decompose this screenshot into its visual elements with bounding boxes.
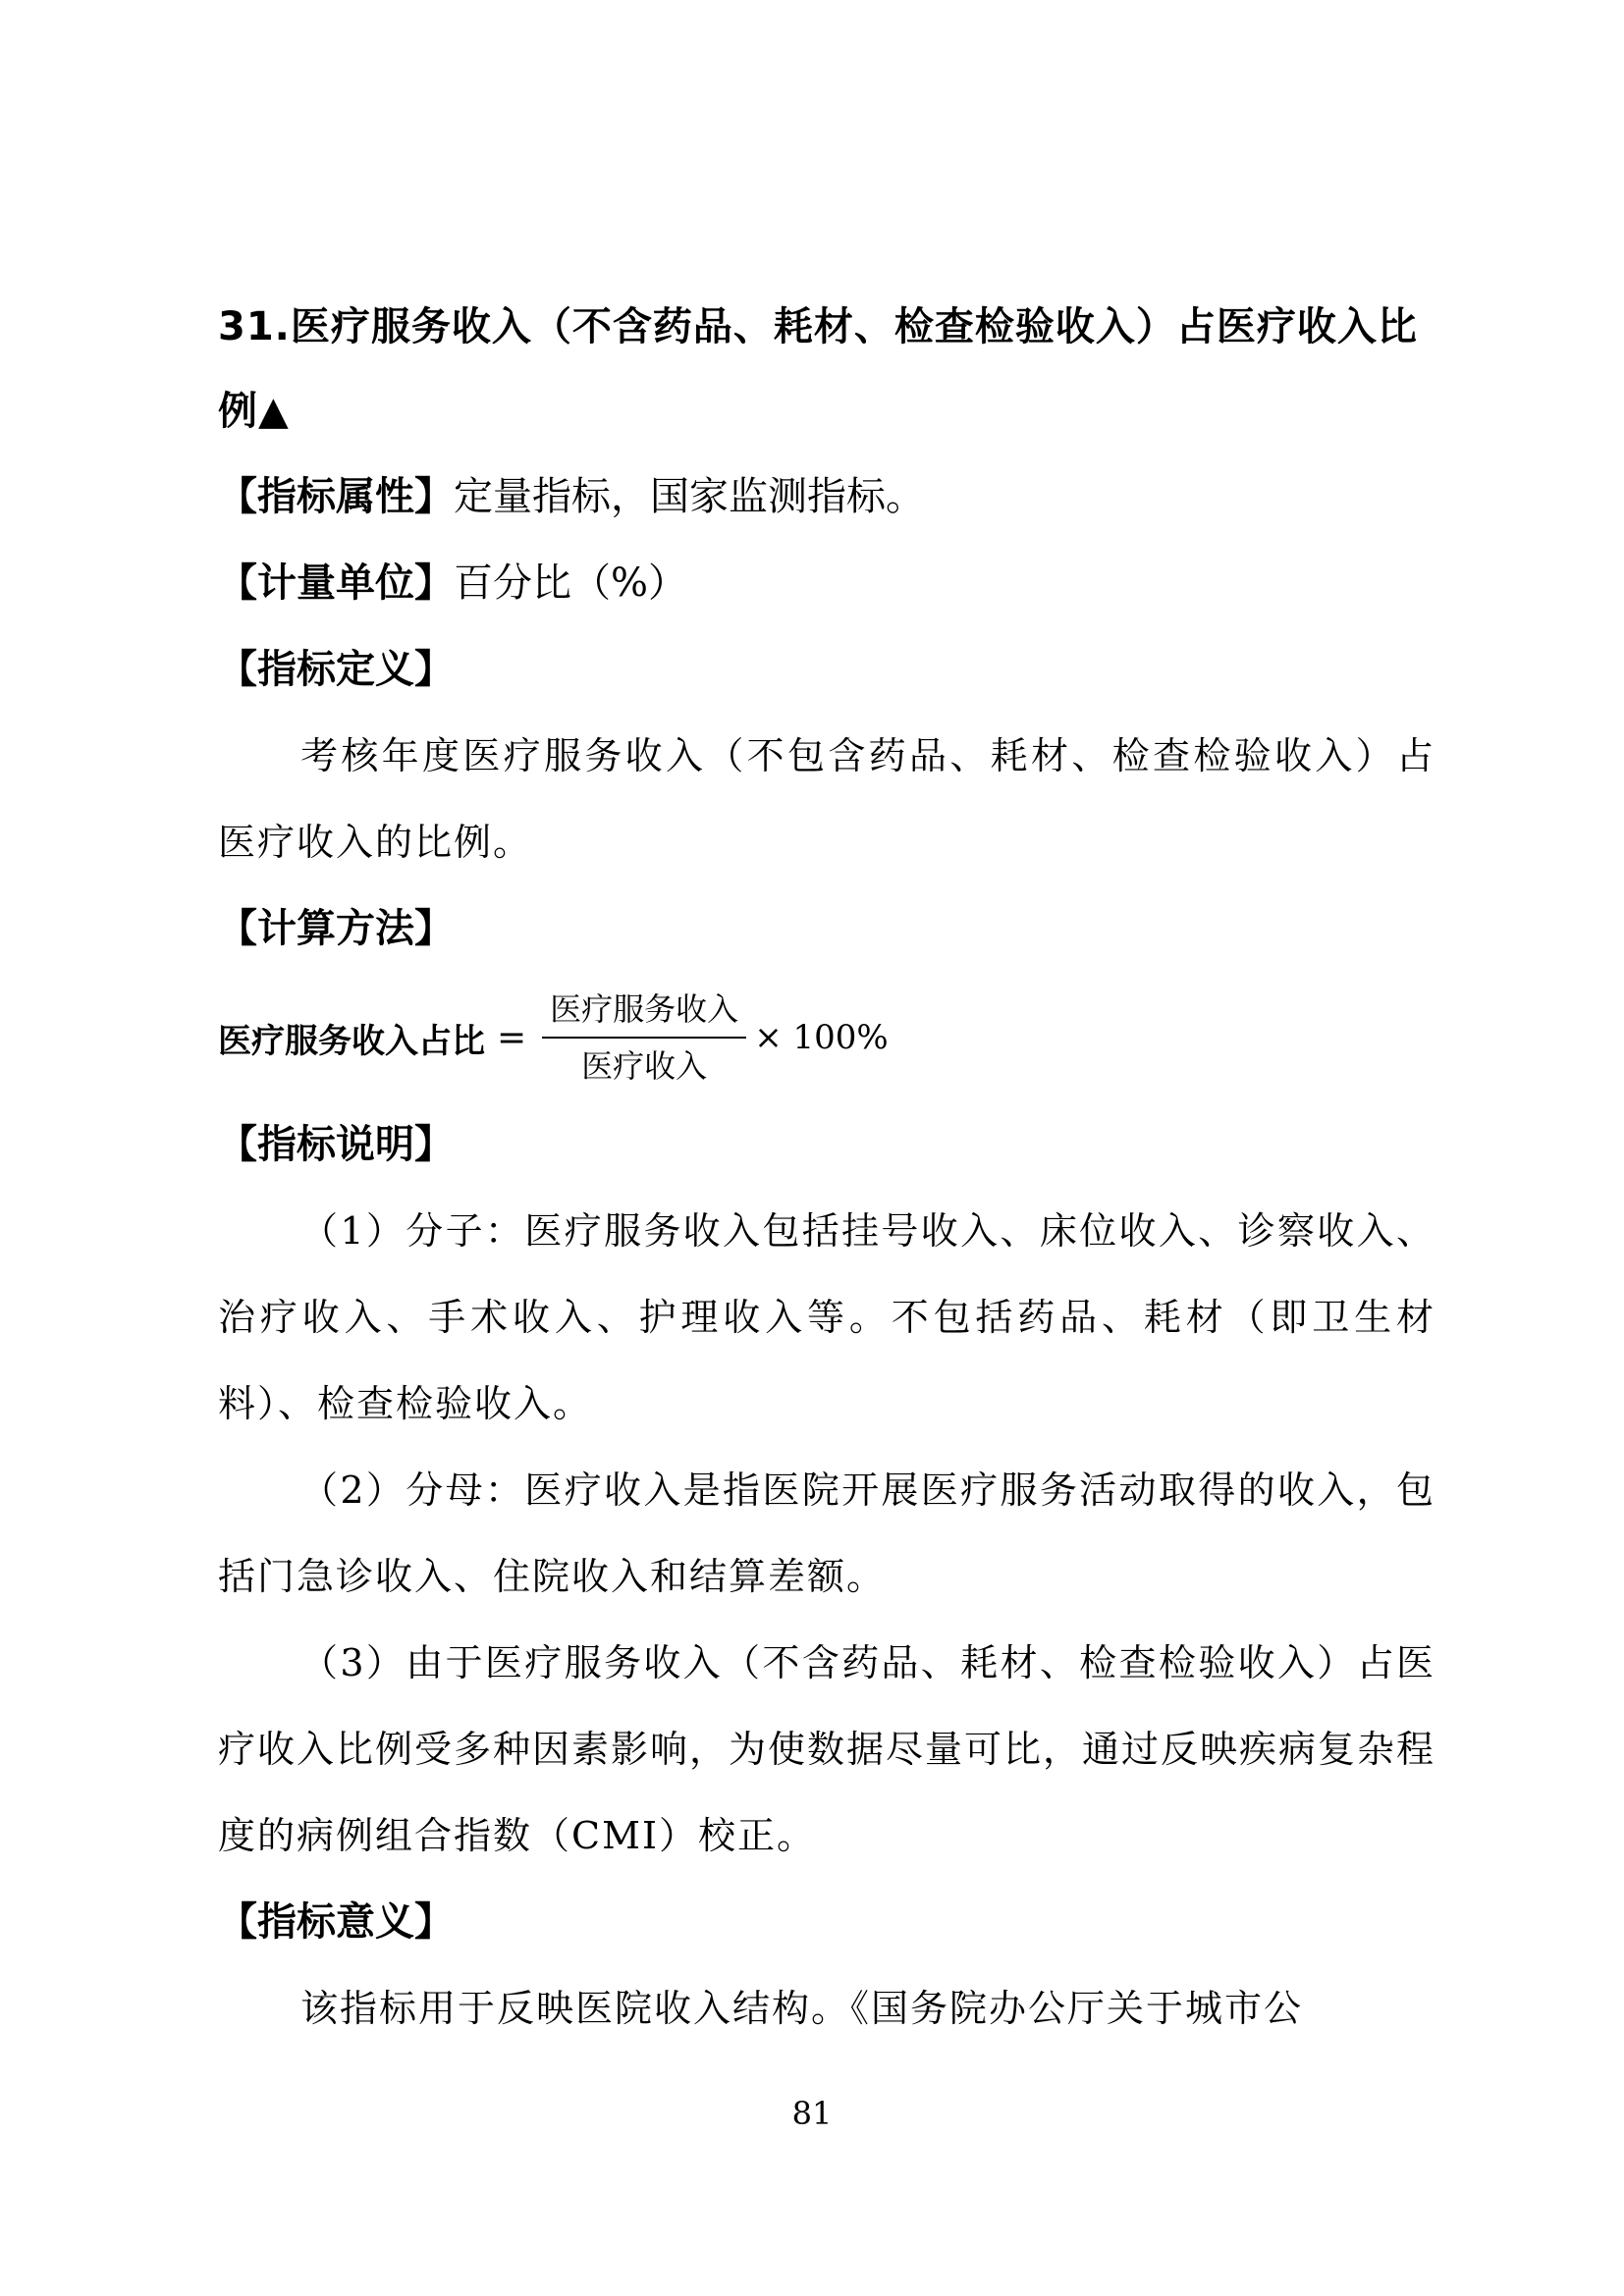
notes-label: 【指标说明】 xyxy=(218,1122,454,1167)
unit-value: 百分比（%） xyxy=(454,561,688,606)
definition-heading xyxy=(218,626,1435,713)
note-item-3: （3）由于医疗服务收入（不含药品、耗材、检查检验收入）占医疗收入比例受多种因素影响，为使数据尽量可比，通过反映疾病复杂程度的病例组合指数（CMI）校正。 xyxy=(218,1641,1436,1857)
attribute-label: 【指标属性】 xyxy=(218,474,454,519)
formula-equals: = xyxy=(497,1017,527,1058)
unit-label: 【计量单位】 xyxy=(218,561,454,606)
definition-label: 【指标定义】 xyxy=(218,647,454,692)
formula-lhs: 医疗服务收入占比 xyxy=(218,1021,485,1061)
note-item-2: （2）分母：医疗收入是指医院开展医疗服务活动取得的收入，包括门急诊收入、住院收入和结算差额。 xyxy=(218,1468,1435,1598)
page-content xyxy=(218,285,1435,2052)
formula-numerator: 医疗服务收入 xyxy=(550,990,739,1028)
indicator-title: 31.医疗服务收入（不含药品、耗材、检查检验收入）占医疗收入比例▲ xyxy=(218,304,1418,434)
page-number: 81 xyxy=(791,2095,833,2132)
formula-multiplier: × 100% xyxy=(754,1018,889,1057)
formula-denominator: 医疗收入 xyxy=(581,1047,708,1085)
method-label: 【计算方法】 xyxy=(218,906,454,951)
calculation-formula xyxy=(218,974,1435,1101)
significance-heading xyxy=(218,1879,1435,1965)
note-item-1: （1）分子：医疗服务收入包括挂号收入、床位收入、诊察收入、治疗收入、手术收入、护理收入等。不包括药品、耗材（即卫生材料）、检查检验收入。 xyxy=(218,1209,1435,1425)
attribute-row xyxy=(218,454,1435,540)
attribute-value: 定量指标，国家监测指标。 xyxy=(454,474,925,519)
notes-heading xyxy=(218,1101,1435,1188)
significance-label: 【指标意义】 xyxy=(218,1899,454,1945)
definition-text: 考核年度医疗服务收入（不包含药品、耗材、检查检验收入）占医疗收入的比例。 xyxy=(218,734,1435,864)
significance-text: 该指标用于反映医院收入结构。《国务院办公厅关于城市公 xyxy=(300,1987,1304,2030)
unit-row xyxy=(218,540,1435,626)
method-heading xyxy=(218,885,1435,972)
formula-fraction xyxy=(542,986,746,1090)
fraction-bar xyxy=(542,1037,746,1039)
